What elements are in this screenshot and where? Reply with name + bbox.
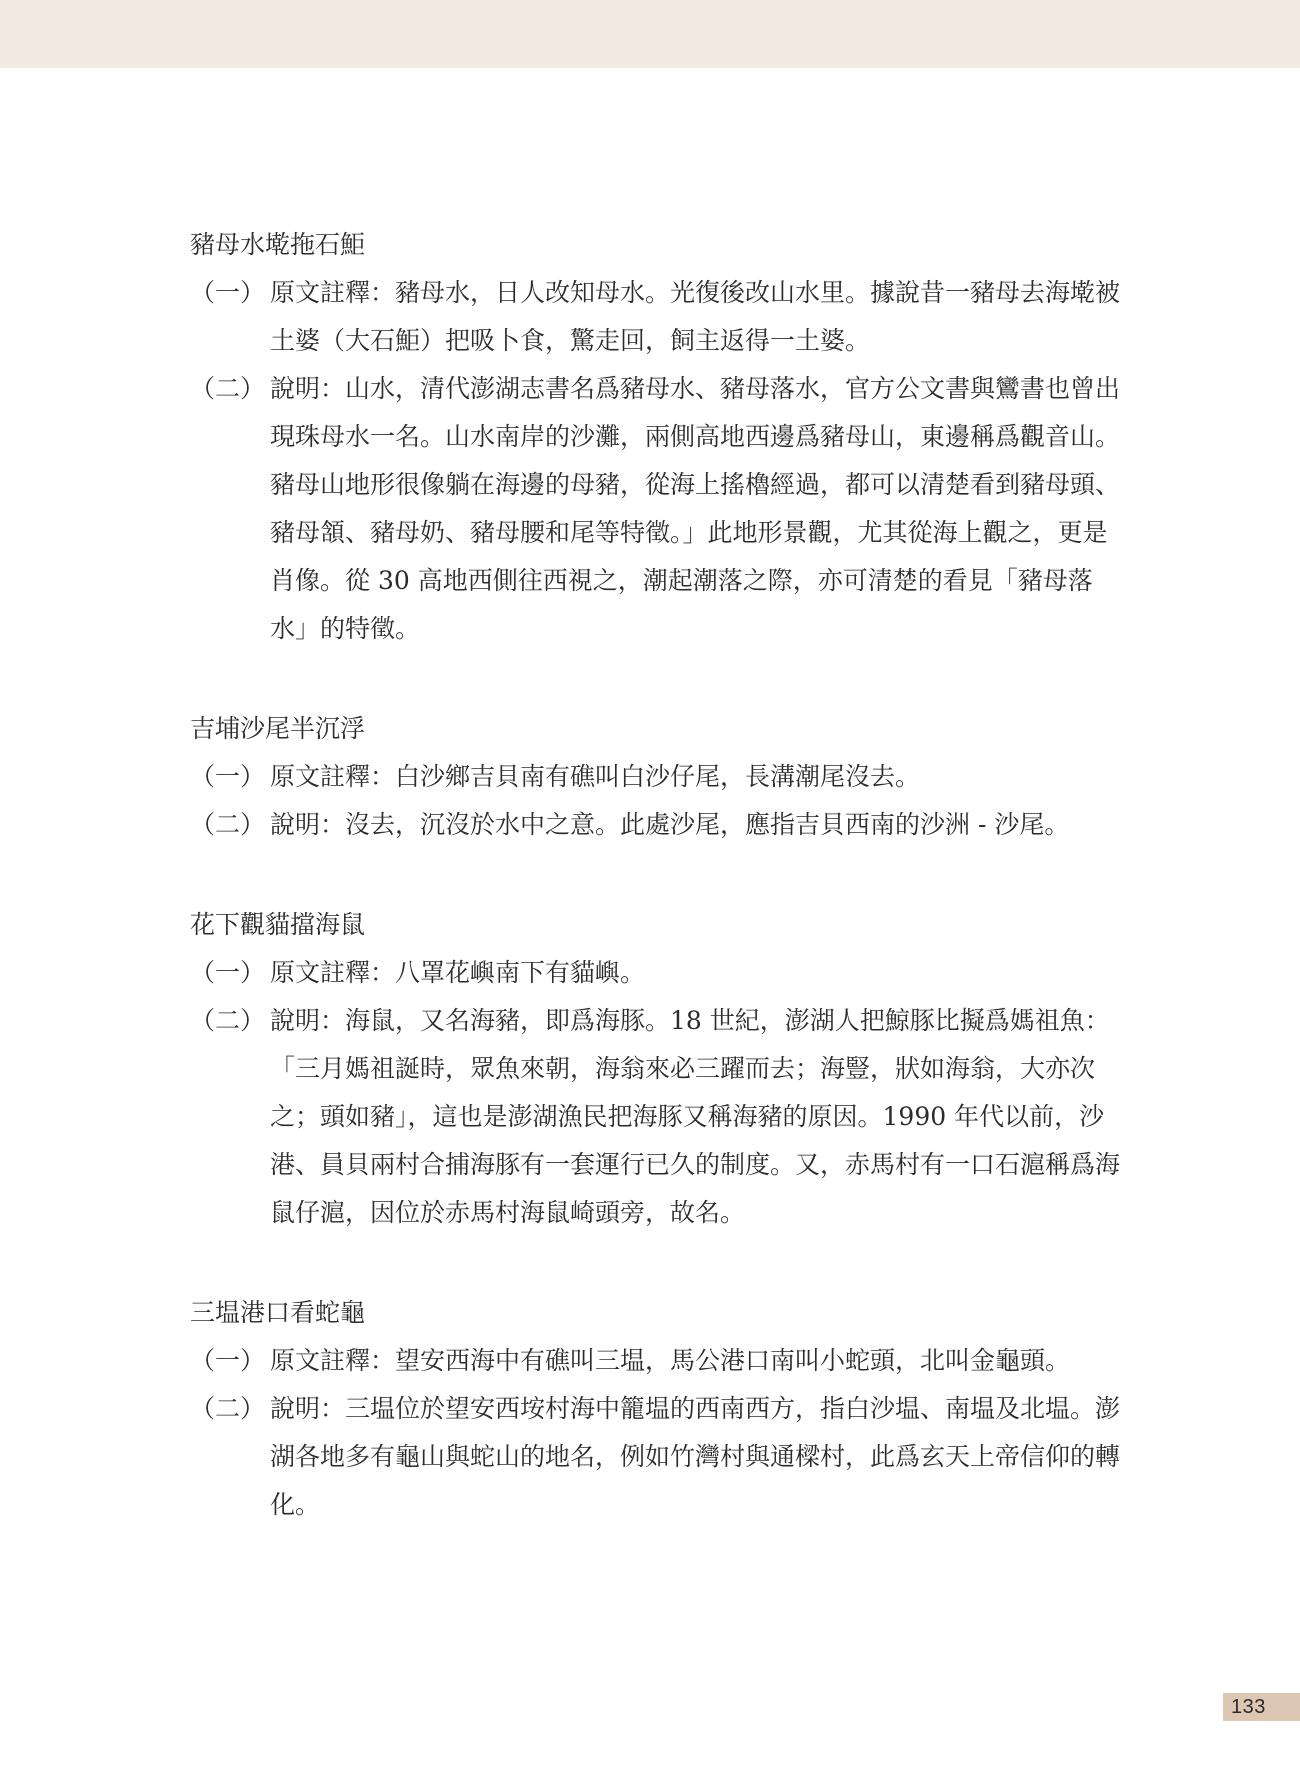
- item-text: 原文註釋：白沙鄉吉貝南有礁叫白沙仔尾，長溝潮尾沒去。: [270, 762, 921, 791]
- section-title: 三塭港口看蛇龜: [190, 1298, 366, 1327]
- annotation-item: [190, 269, 1120, 365]
- explanation-item: [190, 365, 1120, 653]
- item-text: 說明：山水，清代澎湖志書名爲豬母水、豬母落水，官方公文書與鸞書也曾出現珠母水一名。山水南岸的沙灘，兩側高地西邊爲豬母山，東邊稱爲觀音山。豬母山地形很像躺在海邊的母豬，從海上搖櫓經過，都可以清楚看到豬母頭、豬母頷、豬母奶、豬母腰和尾等特徵。」此地形景觀，尤其從海上觀之，更是肖像。從 30 高地西側往西視之，潮起潮落之際，亦可清楚的看見「豬母落水」的特徵。: [270, 374, 1121, 643]
- explanation-item: [190, 1385, 1120, 1529]
- annotation-item: [190, 753, 1120, 801]
- section-sanwen-gangkou: [190, 1289, 1120, 1529]
- item-number: （二）: [190, 1006, 266, 1035]
- item-number: （二）: [190, 810, 266, 839]
- section-zhumu-shui: [190, 221, 1120, 653]
- page-number: 133: [1231, 1696, 1266, 1718]
- annotation-item: [190, 1337, 1120, 1385]
- item-number: （一）: [190, 1346, 266, 1375]
- section-jipu-shawei: [190, 705, 1120, 849]
- header-band: [0, 0, 1300, 68]
- item-number: （一）: [190, 278, 266, 307]
- explanation-item: [190, 997, 1120, 1237]
- section-title: 吉埔沙尾半沉浮: [190, 714, 366, 743]
- explanation-item: [190, 801, 1120, 849]
- item-text: 說明：三塭位於望安西垵村海中籠塭的西南西方，指白沙塭、南塭及北塭。澎湖各地多有龜山與蛇山的地名，例如竹灣村與通樑村，此爲玄天上帝信仰的轉化。: [270, 1394, 1121, 1519]
- item-number: （二）: [190, 1394, 266, 1423]
- section-title: 豬母水墘拖石鮔: [190, 230, 366, 259]
- item-text: 說明：沒去，沉沒於水中之意。此處沙尾，應指吉貝西南的沙洲 - 沙尾。: [270, 810, 1070, 839]
- item-text: 原文註釋：八罩花嶼南下有貓嶼。: [270, 958, 646, 987]
- item-number: （一）: [190, 958, 266, 987]
- section-title: 花下觀貓擋海鼠: [190, 910, 366, 939]
- item-number: （一）: [190, 762, 266, 791]
- item-text: 原文註釋：望安西海中有礁叫三塭，馬公港口南叫小蛇頭，北叫金龜頭。: [270, 1346, 1071, 1375]
- annotation-item: [190, 949, 1120, 997]
- page-number-tab: [1223, 1693, 1300, 1721]
- item-number: （二）: [190, 374, 266, 403]
- section-huaxia-guanmao: [190, 901, 1120, 1237]
- item-text: 原文註釋：豬母水，日人改知母水。光復後改山水里。據說昔一豬母去海墘被土婆（大石鮔）把吸卜食，驚走回，飼主返得一土婆。: [270, 278, 1121, 355]
- document-body: [190, 221, 1120, 1581]
- item-text: 說明：海鼠，又名海豬，即爲海豚。18 世紀，澎湖人把鯨豚比擬爲媽祖魚：「三月媽祖誕時，眾魚來朝，海翁來必三躍而去；海豎，狀如海翁，大亦次之；頭如豬」，這也是澎湖漁民把海豚又稱海豬的原因。1990 年代以前，沙港、員貝兩村合捕海豚有一套運行已久的制度。又，赤馬村有一口石滬稱爲海鼠仔滬，因位於赤馬村海鼠崎頭旁，故名。: [270, 1006, 1121, 1227]
